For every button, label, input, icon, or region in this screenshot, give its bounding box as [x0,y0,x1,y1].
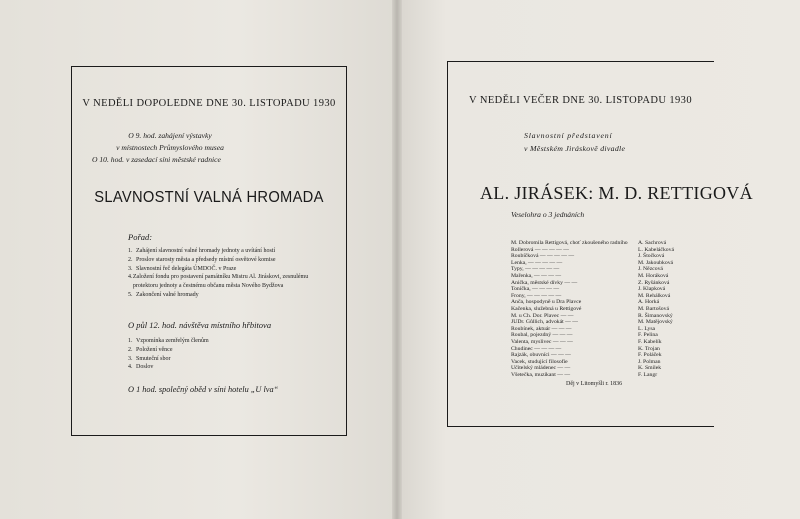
list-item-text: Proslov starosty města a předsedy místní osvětové komise [136,256,276,263]
list-item-text: Zakončení valné hromady [136,291,199,298]
book-gutter [392,0,402,519]
cast-row [511,365,711,372]
program-list [128,247,333,300]
cast-role: Roubínek, aktuár — — — [511,325,572,332]
list-item-text: Smuteční sbor [136,355,171,362]
cast-role: Roubíčková — — — — — [511,253,575,260]
list-item [128,291,333,300]
cast-actor: F. Pelina [638,332,658,339]
cast-actor: F. Poláček [638,352,662,359]
cast-row [511,326,711,333]
cast-actor: L. Lysa [638,325,656,332]
cast-actor: M. Bartošová [638,305,669,312]
right-heading: V NEDĚLI VEČER DNE 30. LISTOPADU 1930 [469,95,692,106]
cast-row [511,273,711,280]
list-item [128,363,318,372]
cast-role: Frony, — — — — — [511,292,562,299]
list-item [128,247,333,256]
cast-row [511,286,711,293]
list-item [128,265,333,274]
left-heading: V NEDĚLI DOPOLEDNE DNE 30. LISTOPADU 1930 [82,98,336,109]
cast-role: JUDr. Gůllich, advokát — — [511,319,578,326]
cast-role: Chudinec — — — — [511,345,562,352]
cast-role: Typy, — — — — — [511,266,560,273]
setting-note: Děj v Litomyšli r. 1836 [566,381,623,387]
cast-actor: A. Horká [638,299,660,306]
cast-actor: J. Klapková [638,286,666,293]
right-intro-2: v Městském Jiráskově divadle [524,144,626,153]
right-subtitle: Veselohra o 3 jednáních [511,210,585,219]
cast-row [511,313,711,320]
cast-row [511,332,711,339]
cast-role: Roubal, pojezdný — — — [511,332,573,339]
cast-list [511,240,711,378]
cast-role: Rajzák, obuvníci — — — [511,352,571,359]
cast-role: Valenta, myslivec — — — [511,338,573,345]
list-item-text: Zahájení slavnostní valné hromady jednoty a uvítání hostí [136,248,276,254]
cast-role: Učitelský mládenec — — [511,365,571,372]
cast-row [511,339,711,346]
cast-row [511,346,711,353]
cast-role: Anička, městské dívky — — [511,279,578,286]
list-item [128,337,318,346]
cast-role: Toníčka, — — — — [511,286,560,293]
list-item-text: Slavnostní řeč delegáta ÚMDOČ. v Praze [136,265,237,272]
right-intro-1: Slavnostní představení [524,131,613,140]
list-item [128,273,333,291]
list-item [128,256,333,265]
cast-role: Rollerová — — — — — [511,246,569,253]
cemetery-visit-list [128,337,318,372]
cast-actor: M. Horáková [638,272,669,279]
cast-actor: J. Polman [638,358,661,365]
list-item-number: 1. [128,248,133,254]
list-item-number: 5. [128,291,133,298]
list-item-number: 3. [128,265,133,272]
cast-actor: M. Jakoubková [638,259,674,266]
list-item-text: Založení fondu pro postavení památníku Mistru Al. Jiráskovi, zesnulému protektoru jednoty a čestnému občanu města Nového Bydžova [132,274,309,290]
cast-role: Kačenka, služebná u Rettigové [511,305,582,312]
list-item-text: Položení věnce [136,346,173,353]
list-item-number: 2. [128,346,133,353]
cast-role: Anča, hospodyně u Dra Plavce [511,299,582,306]
cast-row [511,319,711,326]
list-item-number: 4. [128,274,133,281]
cast-role: Mařenka, — — — — [511,272,562,279]
cast-role: M. Dobromila Rettigová, choť zkoušeného radního [511,240,628,246]
cast-row [511,306,711,313]
lunch-note: O 1 hod. společný oběd v síni hotelu „U lva“ [128,385,279,394]
list-item-text: Vzpomínka zemřelým členům [136,338,209,344]
cast-actor: M. Rehálková [638,292,671,299]
list-item-number: 1. [128,338,133,344]
cast-actor: F. Kabelík [638,338,662,345]
cast-actor: M. Matějovský [638,319,673,326]
cast-actor: F. Langr [638,371,658,378]
cast-actor: R. Šimanovský [638,312,673,319]
list-item-number: 3. [128,355,133,362]
program-label: Pořad: [128,232,153,242]
cast-actor: K. Smilek [638,365,662,372]
cast-row [511,359,711,366]
cast-row [511,352,711,359]
cast-row [511,372,711,379]
list-item-number: 2. [128,256,133,263]
cast-actor: Z. Ryšánková [638,279,670,286]
cast-row [511,260,711,267]
right-title: AL. JIRÁSEK: M. D. RETTIGOVÁ [480,183,753,203]
cast-row [511,253,711,260]
cast-actor: L. Kabeláčková [638,246,675,253]
list-item [128,346,318,355]
cast-actor: A. Sachrová [638,240,667,246]
cast-role: Všetečka, muzikant — — [511,371,571,378]
cemetery-visit-label: O půl 12. hod. návštěva místního hřbitova [128,320,272,330]
left-intro-2: v místnostech Průmyslového musea [116,143,224,152]
cast-row [511,266,711,273]
cast-row [511,299,711,306]
left-intro-1: O 9. hod. zahájení výstavky [128,131,212,140]
cast-row [511,280,711,287]
left-title: SLAVNOSTNÍ VALNÁ HROMADA [94,189,324,206]
cast-row [511,247,711,254]
list-item-number: 4. [128,364,133,371]
list-item-text: Doslov [136,364,154,371]
left-intro-3: O 10. hod. v zasedací síni městské radnice [92,155,221,164]
cast-role: Vacek, studující filosofie [511,358,568,365]
cast-row [511,293,711,300]
cast-row [511,240,711,247]
cast-role: Lenka, — — — — — [511,259,563,266]
cast-actor: K. Trojan [638,345,660,352]
list-item [128,355,318,364]
cast-role: M. u Ch. Dor. Plavec — — [511,312,574,319]
cast-actor: J. Nězcová [638,266,663,273]
cast-actor: J. Štočková [638,253,665,260]
